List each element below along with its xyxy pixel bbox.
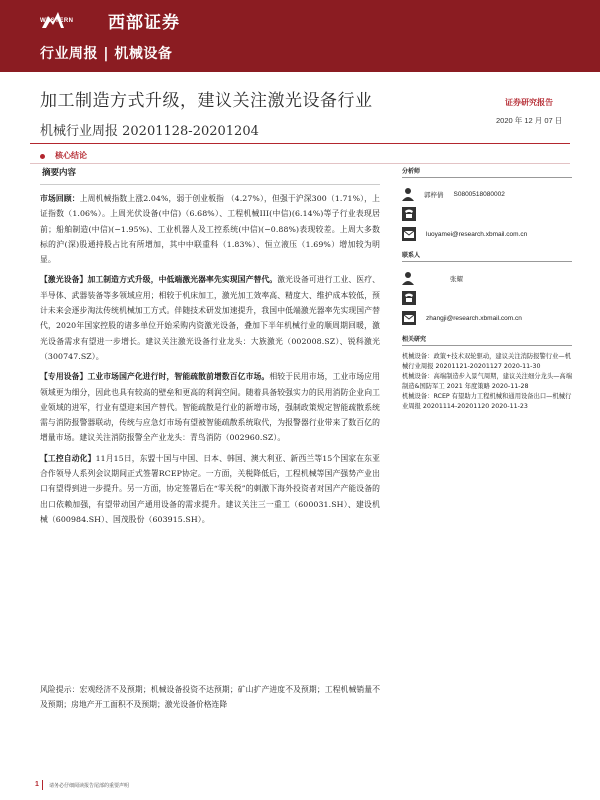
related-research-item[interactable]: 机械设备：高端制造步入景气周期，建议关注细分龙头—高端制造&国防军工 2021 年度策略 2020-11-28 — [402, 373, 573, 390]
analyst-email-row — [402, 224, 572, 244]
paragraph-body: 上周机械指数上涨2.04%，弱于创业板指 （4.27%），但强于沪深300（1.71%），上证指数（1.06%）。上周光伏设备(中信)（6.68%）、工程机械III(中信)(6.14%)等子行业表现居前；船舶制造(中信)(−1.95%)、工业机器人及工控系统(中信)(−0.88%)表现较差。上周大多数标的沪(深)股通持股占比有所增加，其中中联重科（1.83%）、恒立液压（1.69%）增加较为明显。 — [40, 194, 381, 265]
paragraph-automation — [40, 451, 380, 527]
contact-heading: 联系人 — [402, 250, 572, 262]
contact-phone-row — [402, 288, 572, 308]
contact-email[interactable]: zhangji@research.xbmail.com.cn — [426, 314, 522, 322]
related-research-list — [402, 352, 572, 412]
footer-separator — [42, 780, 43, 790]
related-research-item[interactable]: 机械设备：RCEP 有望助力工程机械和通用设备出口—机械行业周报 20201114-20201120 2020-11-23 — [402, 393, 572, 410]
paragraph-laser — [40, 272, 380, 364]
paragraph-body: 激光设备可进行工业、医疗、半导体、武器装备等多领域应用；相较于机床加工，激光加工效率高、精度大、维护成本较低，预计未来会逐步淘汰传统机械加工方式。伴随技术研发加速提升，我国中低端激光器率先实现国产替代，2020年国家控股的诸多单位开始采购内资激光设备，叠加下半年机械行业的顺周期回暖，激光设备需求有望进一步增长。建议关注激光设备行业龙头：大族激光（002008.SZ）、锐科激光（300747.SZ）。 — [40, 275, 380, 361]
paragraph-lead: 【工控自动化】 — [40, 453, 96, 463]
analyst-heading: 分析师 — [402, 166, 572, 178]
summary-column — [40, 166, 380, 532]
summary-divider — [40, 184, 380, 185]
phone-icon — [402, 207, 416, 221]
logo-chinese-name: 西部证券 — [108, 12, 180, 33]
paragraph-lead: 市场回顾： — [40, 194, 80, 203]
section-divider — [30, 143, 570, 144]
report-type: 证券研究报告 — [505, 97, 553, 107]
report-date: 2020 年 12 月 07 日 — [496, 116, 563, 125]
analyst-certificate: S0800518080002 — [453, 190, 505, 198]
analyst-phone-row — [402, 204, 572, 224]
report-title: 加工制造方式升级，建议关注激光设备行业 — [40, 91, 373, 111]
person-icon — [402, 187, 414, 201]
analyst-email[interactable]: luoyamei@research.xbmail.com.cn — [426, 230, 528, 238]
footer-disclaimer: 请务必仔细阅读报告尾部的重要声明 — [49, 783, 130, 789]
email-icon — [402, 311, 416, 325]
logo-english-name: WESTERN — [40, 18, 74, 24]
banner-subtitle: 行业周报 | 机械设备 — [40, 46, 173, 62]
related-research-item[interactable]: 机械设备：政策+技术双轮驱动，建议关注消防报警行业—机械行业周报 20201121-20201127 2020-11-30 — [402, 353, 571, 370]
paragraph-body: 相较于民用市场，工业市场应用领域更为细分，因此也具有较高的壁垒和更高的利润空间。随着具备较强实力的民用消防企业向工业领域的进军，行业有望迎来国产替代。智能疏散是行业的新增市场，强制政策规定智能疏散系统需与消防报警器联动，传统与应急灯市场有望被智能疏散系统取代，为报警器行业带来了数百亿的增量市场。建议关注消防报警全产业龙头：青鸟消防（002960.SZ）。 — [40, 372, 380, 443]
contact-name: 张耀 — [450, 274, 463, 283]
paragraph-special-equipment — [40, 369, 380, 445]
report-subtitle: 机械行业周报 20201128-20201204 — [40, 124, 259, 139]
paragraph-lead: 【专用设备】工业市场国产化进行时，智能疏散前增数百亿市场。 — [40, 372, 270, 382]
phone-icon — [402, 291, 416, 305]
risk-warning: 风险提示：宏观经济不及预期；机械设备投资不达预期；矿山扩产进度不及预期；工程机械销量不及预期；房地产开工面积不及预期；激光设备价格连降 — [40, 685, 380, 709]
section-divider-secondary — [30, 163, 570, 164]
contact-email-row — [402, 308, 572, 328]
paragraph-market-review — [40, 191, 380, 267]
analyst-name-row — [402, 184, 572, 204]
related-research-heading: 相关研究 — [402, 334, 572, 346]
bullet-icon — [40, 154, 45, 159]
person-icon — [402, 271, 414, 285]
analyst-name: 郭梓倩 — [424, 190, 444, 199]
summary-heading: 摘要内容 — [42, 168, 77, 178]
header-banner — [0, 0, 600, 72]
contact-name-row — [402, 268, 572, 288]
section-label: 核心结论 — [55, 150, 87, 160]
sidebar — [402, 166, 572, 412]
page-number: 1 — [35, 781, 39, 788]
email-icon — [402, 227, 416, 241]
paragraph-body: 11月15日，东盟十国与中国、日本、韩国、澳大利亚、新西兰等15个国家在东亚合作领导人系列会议期间正式签署RCEP协定。一方面，关税降低后，工程机械等国产强势产业出口有望得到进一步提升。另一方面，协定签署后在“零关税”的刺激下海外投资者对国产产能设备的出口依赖加强，有望带动国产通用设备的需求提升。建议关注三一重工（600031.SH）、建设机械（600984.SH）、国茂股份（603915.SH）。 — [40, 453, 380, 524]
paragraph-lead: 【激光设备】加工制造方式升级，中低端激光器率先实现国产替代。 — [40, 275, 278, 285]
